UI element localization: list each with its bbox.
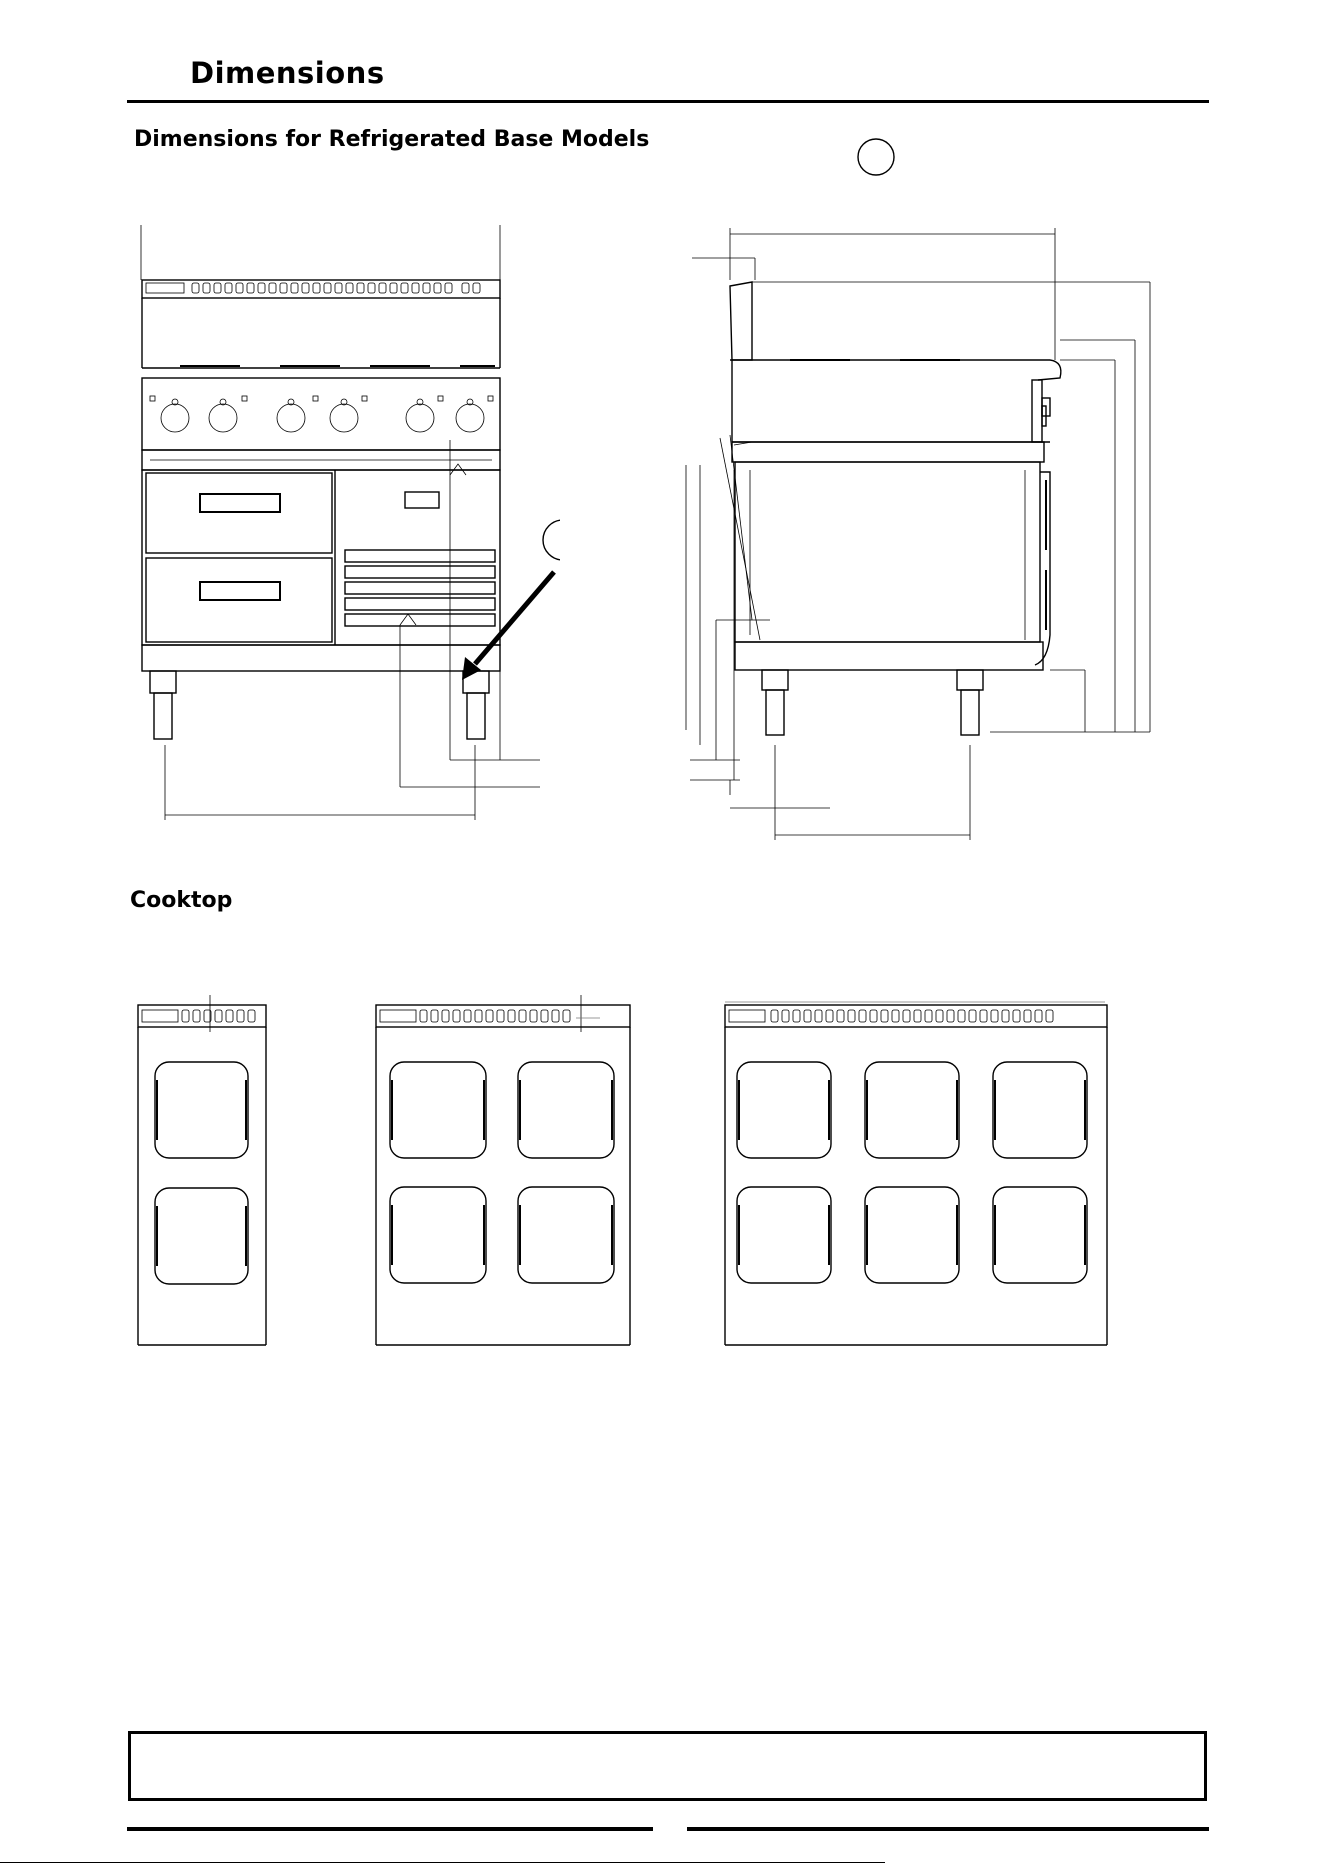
brand-logo-icon xyxy=(142,1010,178,1022)
brand-logo-icon xyxy=(729,1010,765,1022)
page-edge-rule xyxy=(0,1862,885,1863)
cooktop-six-hob-drawing xyxy=(715,990,1115,1350)
header-rule xyxy=(127,100,1209,103)
brand-logo-icon xyxy=(380,1010,416,1022)
circle-callout-icon xyxy=(543,520,560,560)
diagonal-arrow-icon xyxy=(475,572,554,664)
note-box xyxy=(128,1731,1207,1801)
page-title: Dimensions xyxy=(190,56,385,90)
cooktop-two-hob-drawing xyxy=(130,990,280,1350)
footer-rule-left xyxy=(127,1827,653,1831)
circle-callout-icon xyxy=(850,136,902,178)
brand-logo-icon xyxy=(146,283,184,293)
side-view-drawing xyxy=(680,220,1170,850)
section-title-refrigerated: Dimensions for Refrigerated Base Models xyxy=(134,127,650,152)
front-view-drawing xyxy=(130,220,560,830)
footer-rule-right xyxy=(687,1827,1209,1831)
section-title-cooktop: Cooktop xyxy=(130,888,233,913)
cooktop-four-hob-drawing xyxy=(370,990,640,1350)
